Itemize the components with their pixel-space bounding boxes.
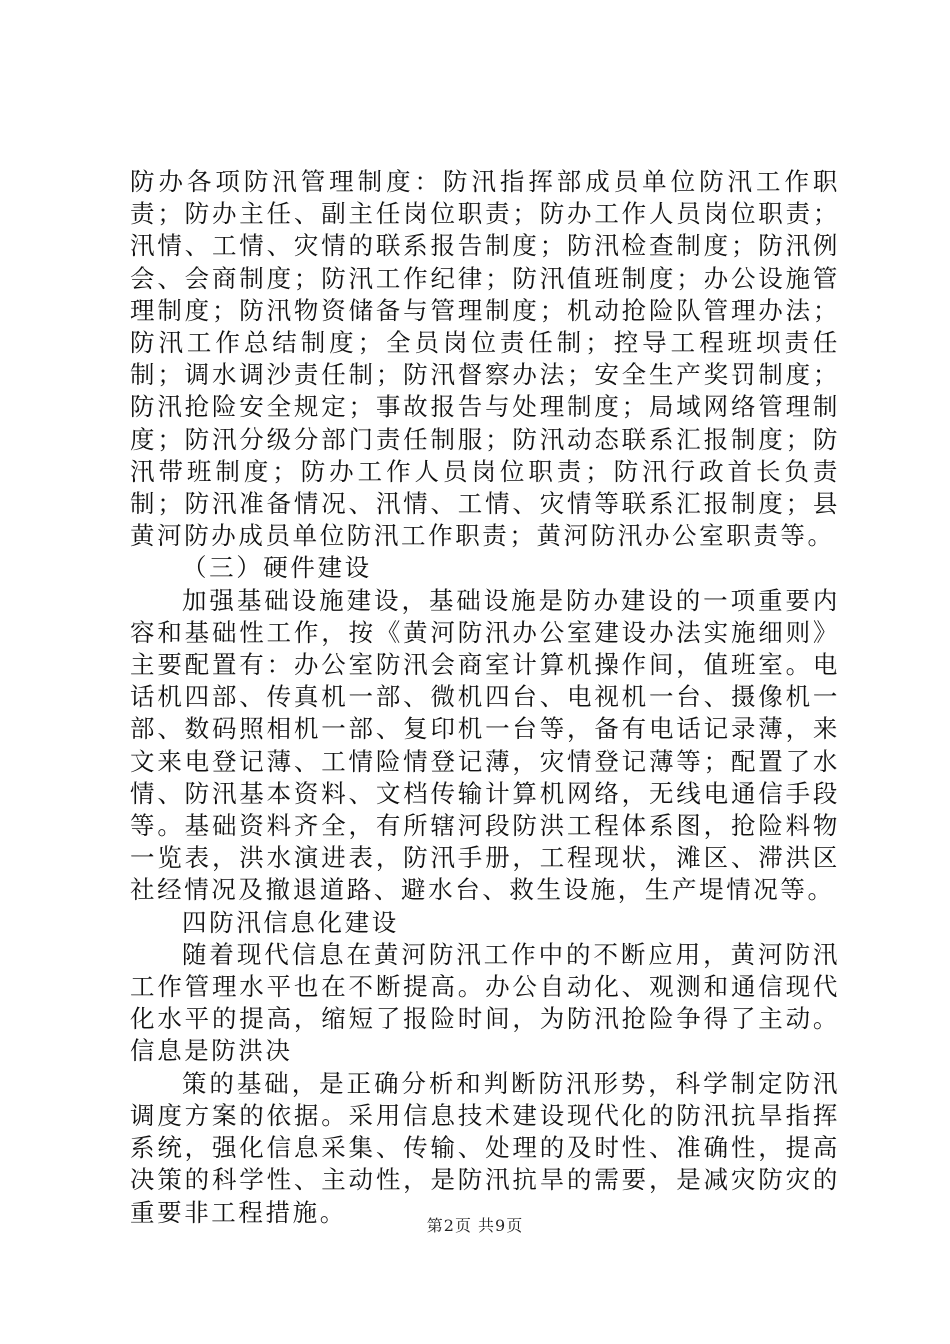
paragraph-informatization: 随着现代信息在黄河防汛工作中的不断应用，黄河防汛工作管理水平也在不断提高。办公自动化、观测和通信现代化水平的提高，缩短了报险时间，为防汛抢险争得了主动。信息是防洪决	[130, 939, 840, 1066]
paragraph-decision-basis: 策的基础，是正确分析和判断防汛形势，科学制定防汛调度方案的依据。采用信息技术建设现代化的防汛抗旱指挥系统，强化信息采集、传输、处理的及时性、准确性，提高决策的科学性、主动性，是防汛抗旱的需要，是减灾防灾的重要非工程措施。	[130, 1068, 840, 1227]
document-body	[130, 166, 840, 1229]
section-heading-hardware: （三）硬件建设	[182, 553, 372, 583]
page-footer: 第2页 共9页	[426, 1216, 524, 1235]
section-heading-informatization: 四防汛信息化建设	[182, 907, 399, 937]
paragraph-hardware: 加强基础设施建设，基础设施是防办建设的一项重要内容和基础性工作，按《黄河防汛办公室建设办法实施细则》主要配置有：办公室防汛会商室计算机操作间，值班室。电话机四部、传真机一部、微机四台、电视机一台、摄像机一部、数码照相机一部、复印机一台等，备有电话记录薄，来文来电登记薄、工情险情登记薄，灾情登记薄等；配置了水情、防汛基本资料、文档传输计算机网络，无线电通信手段等。基础资料齐全，有所辖河段防洪工程体系图，抢险料物一览表，洪水演进表，防汛手册，工程现状，滩区、滞洪区社经情况及撤退道路、避水台、救生设施，生产堤情况等。	[130, 585, 840, 905]
paragraph-management-systems: 防办各项防汛管理制度：防汛指挥部成员单位防汛工作职责；防办主任、副主任岗位职责；防办工作人员岗位职责；汛情、工情、灾情的联系报告制度；防汛检查制度；防汛例会、会商制度；防汛工作纪律；防汛值班制度；办公设施管理制度；防汛物资储备与管理制度；机动抢险队管理办法；防汛工作总结制度；全员岗位责任制；控导工程班坝责任制；调水调沙责任制；防汛督察办法；安全生产奖罚制度；防汛抢险安全规定；事故报告与处理制度；局域网络管理制度；防汛分级分部门责任制服；防汛动态联系汇报制度；防汛带班制度；防办工作人员岗位职责；防汛行政首长负责制；防汛准备情况、汛情、工情、灾情等联系汇报制度；县黄河防办成员单位防汛工作职责；黄河防汛办公室职责等。	[130, 167, 840, 551]
